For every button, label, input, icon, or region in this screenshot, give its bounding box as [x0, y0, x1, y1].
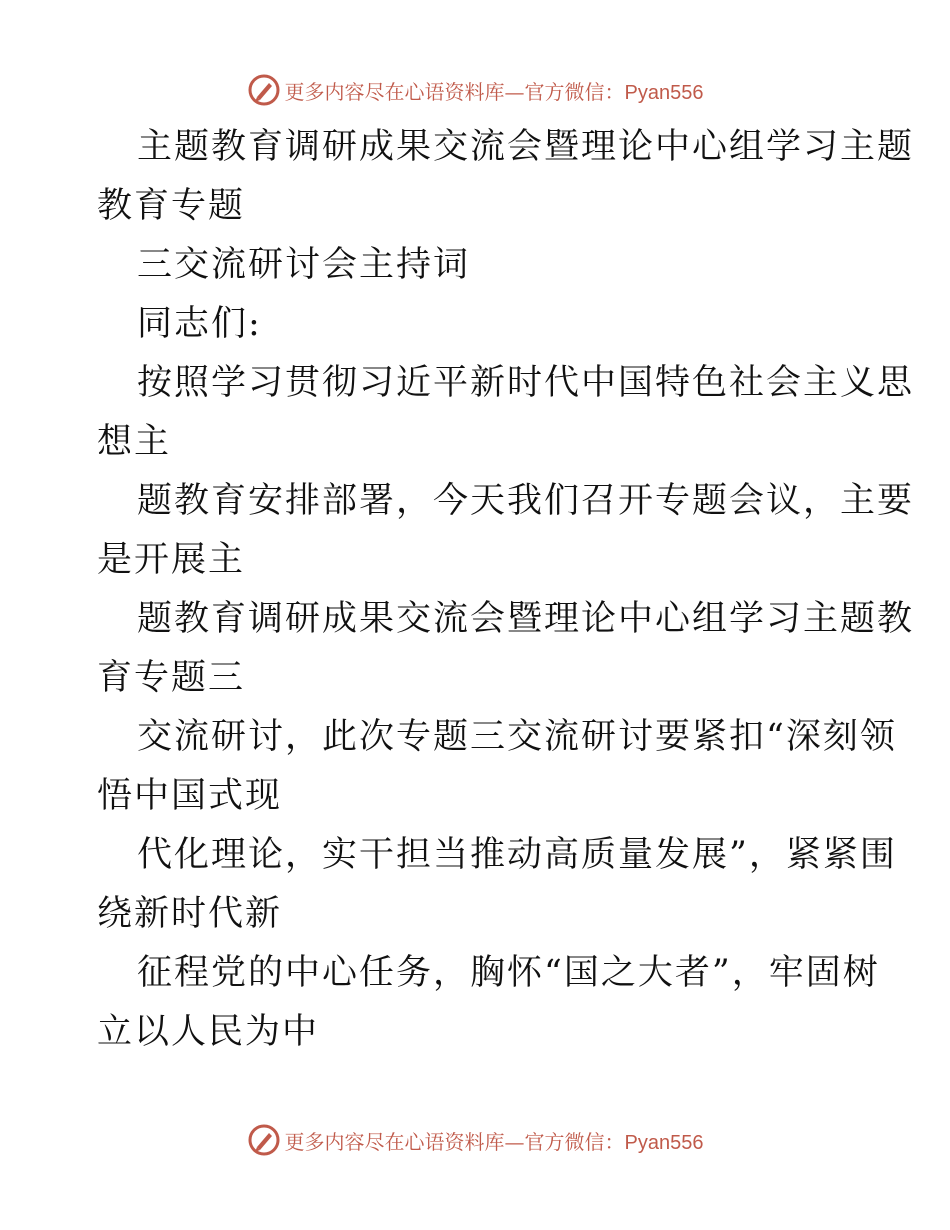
- pen-logo-icon: [247, 73, 281, 107]
- watermark-wechat-id: Pyan556: [624, 81, 704, 104]
- footer-watermark: [0, 1120, 950, 1160]
- text-line: 教育专题: [97, 186, 246, 226]
- header-watermark: [0, 70, 950, 110]
- pen-logo-icon: [247, 1123, 281, 1157]
- text-line: 交流研讨，此次专题三交流研讨要紧扣“深刻领: [137, 717, 897, 757]
- watermark-wechat-id: Pyan556: [624, 1131, 704, 1154]
- text-line: 同志们:: [137, 304, 262, 344]
- text-line: 育专题三: [97, 658, 246, 698]
- text-line: 征程党的中心任务，胸怀“国之大者”，牢固树: [137, 953, 880, 993]
- document-body: [97, 118, 915, 1062]
- text-line: 悟中国式现: [97, 776, 283, 816]
- watermark-text: 更多内容尽在心语资料库—官方微信：Pyan556: [284, 1129, 704, 1154]
- text-line: 绕新时代新: [97, 894, 283, 934]
- text-line: 按照学习贯彻习近平新时代中国特色社会主义思: [137, 363, 915, 403]
- text-line: 是开展主: [97, 540, 246, 580]
- text-line: 题教育调研成果交流会暨理论中心组学习主题教: [137, 599, 915, 639]
- text-line: 立以人民为中: [97, 1012, 320, 1052]
- text-line: 想主: [97, 422, 172, 462]
- watermark-text: 更多内容尽在心语资料库—官方微信：Pyan556: [284, 79, 704, 104]
- text-line: 主题教育调研成果交流会暨理论中心组学习主题: [137, 127, 915, 167]
- text-line: 代化理论，实干担当推动高质量发展”，紧紧围: [137, 835, 897, 875]
- text-line: 题教育安排部署，今天我们召开专题会议，主要: [137, 481, 915, 521]
- text-line: 三交流研讨会主持词: [137, 245, 471, 285]
